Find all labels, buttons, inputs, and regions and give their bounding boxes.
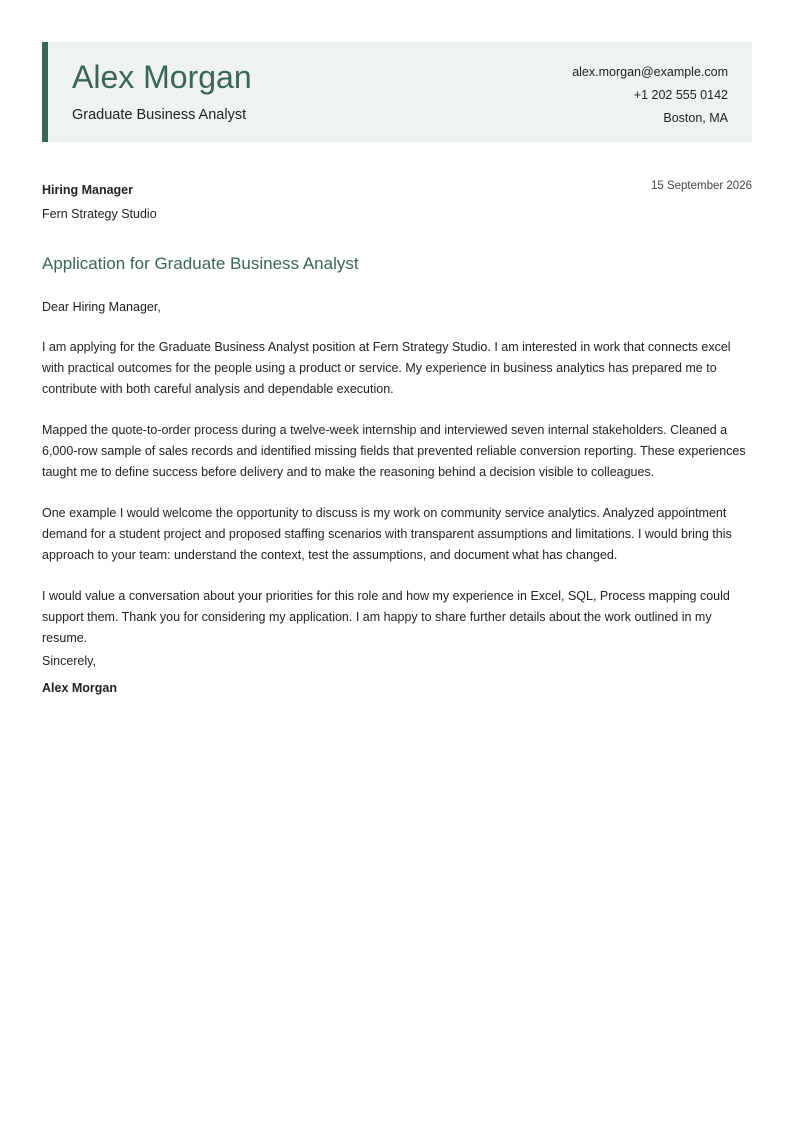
body-paragraph: One example I would welcome the opportunity to discuss is my work on community service analytics. Analyzed appointment demand for a student project and proposed staffing scenarios with transparent assumptions and limitations. I would bring this approach to your team: understand the context, test the assumptions, and document what has changed.: [42, 506, 732, 562]
contact-location: Boston, MA: [663, 111, 728, 125]
salutation: Dear Hiring Manager,: [42, 300, 161, 314]
contact-phone: +1 202 555 0142: [633, 88, 728, 102]
body-paragraph: I am applying for the Graduate Business Analyst position at Fern Strategy Studio. I am interested in work that connects excel with practical outcomes for the people using a product or service. My experience in business analytics has prepared me to contribute with both careful analysis and dependable execution.: [42, 340, 731, 396]
contact-block: [572, 61, 728, 130]
applicant-name: Alex Morgan: [72, 59, 252, 95]
recipient-block: [42, 178, 157, 226]
applicant-role: Graduate Business Analyst: [72, 107, 247, 123]
closing-block: [42, 651, 117, 698]
signature-name: Alex Morgan: [42, 681, 118, 695]
contact-email: alex.morgan@example.com: [572, 65, 728, 79]
letter-subject: Application for Graduate Business Analyst: [42, 254, 359, 273]
recipient-title: Hiring Manager: [42, 183, 133, 197]
body-paragraph: I would value a conversation about your priorities for this role and how my experience in Excel, SQL, Process mapping could support them. Thank you for considering my application. I am happy to share further details about the work outlined in my resume.: [42, 589, 730, 645]
closing-phrase: Sincerely,: [42, 654, 96, 668]
letter-body: [42, 297, 754, 669]
recipient-company: Fern Strategy Studio: [42, 207, 157, 221]
letter-date: 15 September 2026: [650, 180, 752, 192]
body-paragraph: Mapped the quote-to-order process during a twelve-week internship and interviewed seven internal stakeholders. Cleaned a 6,000-row sample of sales records and identified missing fields that prevented reliable conversion reporting. These experiences taught me to define success before delivery and to make the reasoning behind a decision visible to colleagues.: [42, 423, 746, 479]
letter-header: [42, 42, 752, 142]
